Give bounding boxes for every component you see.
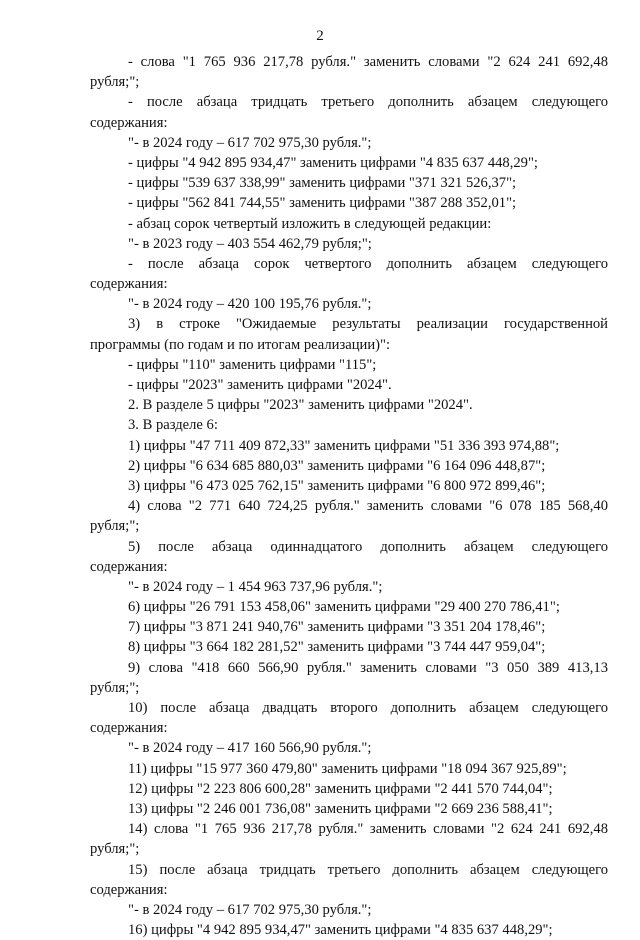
text-line: "- в 2024 году – 617 702 975,30 рубля."; — [128, 134, 372, 151]
text-line: 16) цифры "4 942 895 934,47" заменить цифрами "4 835 637 448,29"; — [128, 922, 553, 939]
text-line: рубля;"; — [90, 841, 140, 858]
page-number: 2 — [316, 28, 324, 44]
text-line: - после абзаца тридцать третьего дополнить абзацем следующего — [128, 94, 608, 111]
text-line: содержания: — [90, 881, 168, 898]
text-line: рубля;"; — [90, 679, 140, 696]
text-line: 10) после абзаца двадцать второго дополнить абзацем следующего — [128, 700, 608, 716]
text-line: 9) слова "418 660 566,90 рубля." заменить словами "3 050 389 413,13 — [128, 659, 608, 676]
text-line: 2) цифры "6 634 685 880,03" заменить цифрами "6 164 096 448,87"; — [128, 457, 546, 474]
text-line: "- в 2024 году – 617 702 975,30 рубля."; — [128, 901, 372, 918]
text-line: рубля;"; — [90, 74, 140, 91]
text-line: 12) цифры "2 223 806 600,28" заменить цифрами "2 441 570 744,04"; — [128, 780, 553, 797]
text-line: содержания: — [90, 276, 168, 293]
text-line: содержания: — [90, 720, 168, 737]
text-line: программы (по годам и по итогам реализации)": — [90, 336, 391, 353]
text-line: - цифры "539 637 338,99" заменить цифрами "371 321 526,37"; — [128, 175, 517, 192]
text-line: - после абзаца сорок четвертого дополнить абзацем следующего — [128, 255, 608, 272]
text-line: - цифры "562 841 744,55" заменить цифрами "387 288 352,01"; — [128, 195, 517, 212]
text-line: "- в 2023 году – 403 554 462,79 рубля;"; — [128, 235, 372, 252]
text-line: - цифры "4 942 895 934,47" заменить цифрами "4 835 637 448,29"; — [128, 154, 538, 171]
text-line: 13) цифры "2 246 001 736,08" заменить цифрами "2 669 236 588,41"; — [128, 800, 553, 817]
text-line: "- в 2024 году – 420 100 195,76 рубля."; — [128, 296, 372, 313]
text-line: - цифры "110" заменить цифрами "115"; — [128, 356, 377, 373]
text-line: 7) цифры "3 871 241 940,76" заменить цифрами "3 351 204 178,46"; — [128, 619, 546, 636]
text-line: "- в 2024 году – 1 454 963 737,96 рубля."; — [128, 578, 383, 595]
text-line: 8) цифры "3 664 182 281,52" заменить цифрами "3 744 447 959,04"; — [128, 639, 546, 656]
text-line: - абзац сорок четвертый изложить в следующей редакции: — [128, 215, 492, 232]
text-line: - цифры "2023" заменить цифрами "2024". — [128, 377, 392, 393]
text-line: "- в 2024 году – 417 160 566,90 рубля."; — [128, 740, 372, 757]
text-line: 14) слова "1 765 936 217,78 рубля." заменить словами "2 624 241 692,48 — [128, 821, 608, 838]
document-body — [90, 52, 608, 940]
text-line: 6) цифры "26 791 153 458,06" заменить цифрами "29 400 270 786,41"; — [128, 599, 560, 616]
text-line: 1) цифры "47 711 409 872,33" заменить цифрами "51 336 393 974,88"; — [128, 437, 560, 454]
text-line: содержания: — [90, 114, 168, 131]
text-line: 3) цифры "6 473 025 762,15" заменить цифрами "6 800 972 899,46"; — [128, 477, 546, 494]
text-line: - слова "1 765 936 217,78 рубля." заменить словами "2 624 241 692,48 — [128, 54, 608, 70]
text-line: 15) после абзаца тридцать третьего дополнить абзацем следующего — [128, 861, 608, 878]
text-line: 3) в строке "Ожидаемые результаты реализации государственной — [128, 316, 608, 333]
text-line: 3. В разделе 6: — [128, 417, 218, 434]
text-line: 11) цифры "15 977 360 479,80" заменить цифрами "18 094 367 925,89"; — [128, 760, 567, 777]
text-line: 2. В разделе 5 цифры "2023" заменить цифрами "2024". — [128, 397, 473, 414]
text-line: 5) после абзаца одиннадцатого дополнить абзацем следующего — [128, 538, 608, 555]
text-line: 4) слова "2 771 640 724,25 рубля." заменить словами "6 078 185 568,40 — [128, 498, 608, 515]
text-line: содержания: — [90, 558, 168, 575]
text-line: рубля;"; — [90, 518, 140, 535]
